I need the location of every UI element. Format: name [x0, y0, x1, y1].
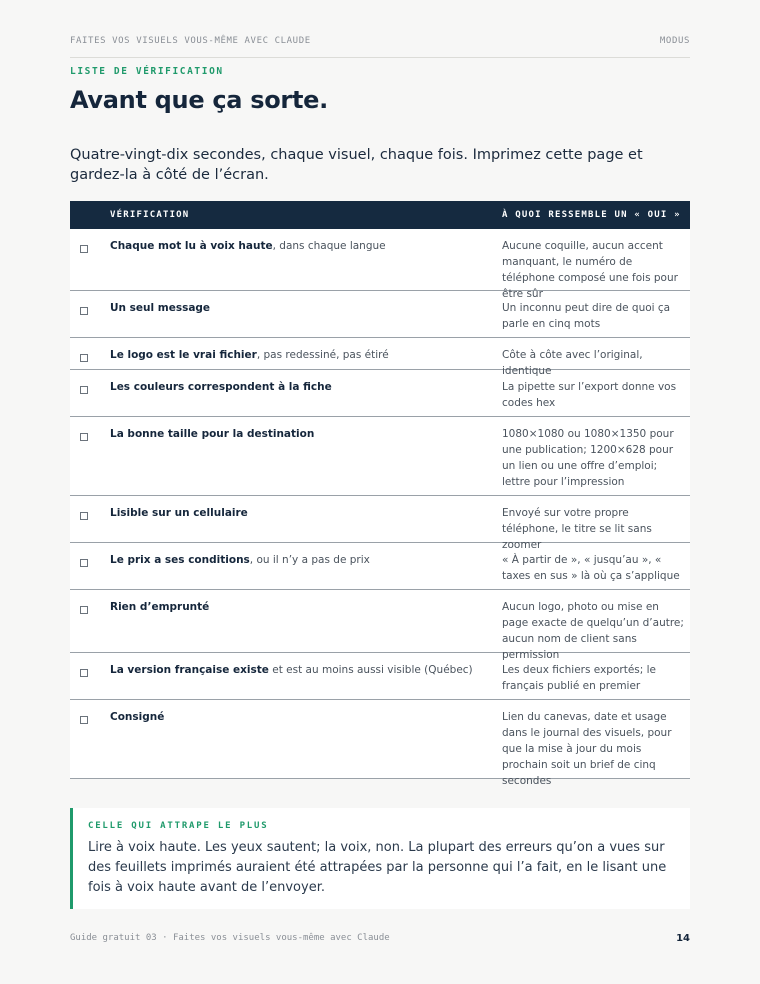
- checkbox[interactable]: [80, 386, 88, 394]
- checkbox[interactable]: [80, 433, 88, 441]
- verification-item: Lisible sur un cellulaire: [110, 507, 248, 519]
- table-row: [70, 291, 690, 338]
- verification-item: Le prix a ses conditions: [110, 554, 250, 566]
- intro-paragraph: Quatre-vingt-dix secondes, chaque visuel, chaque fois. Imprimez cette page et gardez-la à côté de l’écran.: [70, 147, 643, 183]
- verification-item: Rien d’emprunté: [110, 601, 210, 613]
- checkbox-cell: [70, 709, 110, 778]
- verification-item: La version française existe: [110, 664, 269, 676]
- yes-criteria-cell: Côte à côte avec l’original, identique: [502, 349, 643, 377]
- checkbox-cell: [70, 505, 110, 542]
- verification-cell: [110, 347, 502, 369]
- checkbox[interactable]: [80, 606, 88, 614]
- verification-item: Le logo est le vrai fichier: [110, 349, 257, 361]
- table-body: [70, 229, 690, 787]
- verification-item: Chaque mot lu à voix haute: [110, 240, 273, 252]
- checkbox[interactable]: [80, 307, 88, 315]
- verification-detail: et est au moins aussi visible (Québec): [268, 664, 473, 676]
- verification-item: Les couleurs correspondent à la fiche: [110, 381, 332, 393]
- yes-criteria-cell: Un inconnu peut dire de quoi ça parle en cinq mots: [502, 302, 671, 330]
- verification-cell: [110, 662, 502, 699]
- table-row: [70, 496, 690, 551]
- running-header: [70, 36, 690, 58]
- checkbox[interactable]: [80, 559, 88, 567]
- checkbox-cell: [70, 347, 110, 369]
- page-title: Avant que ça sorte.: [70, 86, 328, 114]
- checklist-table: [70, 201, 690, 787]
- tip-callout: [70, 808, 690, 909]
- verification-cell: [110, 599, 502, 652]
- checkbox-cell: [70, 599, 110, 652]
- table-row: [70, 370, 690, 417]
- yes-criteria-cell: La pipette sur l’export donne vos codes hex: [502, 381, 677, 409]
- checkbox[interactable]: [80, 669, 88, 677]
- verification-item: La bonne taille pour la destination: [110, 428, 315, 440]
- yes-criteria-cell: Les deux fichiers exportés; le français publié en premier: [502, 664, 657, 692]
- checkbox[interactable]: [80, 354, 88, 362]
- checkbox-cell: [70, 552, 110, 589]
- header-guide-title: FAITES VOS VISUELS VOUS-MÊME AVEC CLAUDE: [70, 36, 311, 46]
- verification-cell: [110, 238, 502, 290]
- checkbox[interactable]: [80, 512, 88, 520]
- checkbox-cell: [70, 300, 110, 337]
- verification-cell: [110, 379, 502, 416]
- yes-criteria-cell: 1080×1080 ou 1080×1350 pour une publication; 1200×628 pour un lien ou une offre d’emploi; lettre pour l’impression: [502, 428, 674, 488]
- verification-item: Un seul message: [110, 302, 211, 314]
- table-row: [70, 229, 690, 300]
- table-row: [70, 700, 690, 787]
- header-verification: VÉRIFICATION: [110, 210, 190, 220]
- table-header: [70, 201, 690, 229]
- checkbox-cell: [70, 238, 110, 290]
- checkbox-cell: [70, 379, 110, 416]
- verification-cell: [110, 709, 502, 778]
- verification-cell: [110, 300, 502, 337]
- verification-cell: [110, 505, 502, 542]
- yes-criteria-cell: Envoyé sur votre propre téléphone, le titre se lit sans zoomer: [502, 507, 652, 551]
- yes-criteria-cell: Aucune coquille, aucun accent manquant, le numéro de téléphone composé une fois pour être sûr: [502, 240, 678, 300]
- section-eyebrow: LISTE DE VÉRIFICATION: [70, 66, 224, 77]
- page-footer: [70, 933, 690, 944]
- yes-criteria-cell: Aucun logo, photo ou mise en page exacte de quelqu’un d’autre; aucun nom de client sans permission: [502, 601, 684, 661]
- verification-cell: [110, 552, 502, 589]
- table-row: [70, 338, 690, 377]
- table-row: [70, 653, 690, 700]
- checkbox[interactable]: [80, 245, 88, 253]
- checkbox-cell: [70, 662, 110, 699]
- callout-label: CELLE QUI ATTRAPE LE PLUS: [88, 821, 269, 831]
- header-brand: MODUS: [659, 36, 690, 46]
- verification-detail: , dans chaque langue: [272, 240, 386, 252]
- checkbox-cell: [70, 426, 110, 495]
- footer-guide-label: Guide gratuit 03 · Faites vos visuels vous-même avec Claude: [70, 933, 390, 943]
- yes-criteria-cell: Lien du canevas, date et usage dans le journal des visuels, pour que la mise à jour du mois prochain soit un brief de cinq secondes: [502, 711, 672, 787]
- checkbox[interactable]: [80, 716, 88, 724]
- verification-detail: , ou il n’y a pas de prix: [249, 554, 370, 566]
- header-yes-looks-like: À QUOI RESSEMBLE UN « OUI »: [502, 210, 681, 220]
- verification-item: Consigné: [110, 711, 165, 723]
- table-row: [70, 417, 690, 496]
- table-row: [70, 543, 690, 590]
- page-number: 14: [676, 933, 690, 944]
- callout-text: Lire à voix haute. Les yeux sautent; la voix, non. La plupart des erreurs qu’on a vues sur des feuillets imprimés auraient été attrapées par la personne qui l’a fait, en le lisant une fois à voix haute avant de l’envoyer.: [88, 840, 667, 895]
- table-row: [70, 590, 690, 661]
- yes-criteria-cell: « À partir de », « jusqu’au », « taxes en sus » là où ça s’applique: [502, 554, 680, 582]
- verification-detail: , pas redessiné, pas étiré: [256, 349, 389, 361]
- verification-cell: [110, 426, 502, 495]
